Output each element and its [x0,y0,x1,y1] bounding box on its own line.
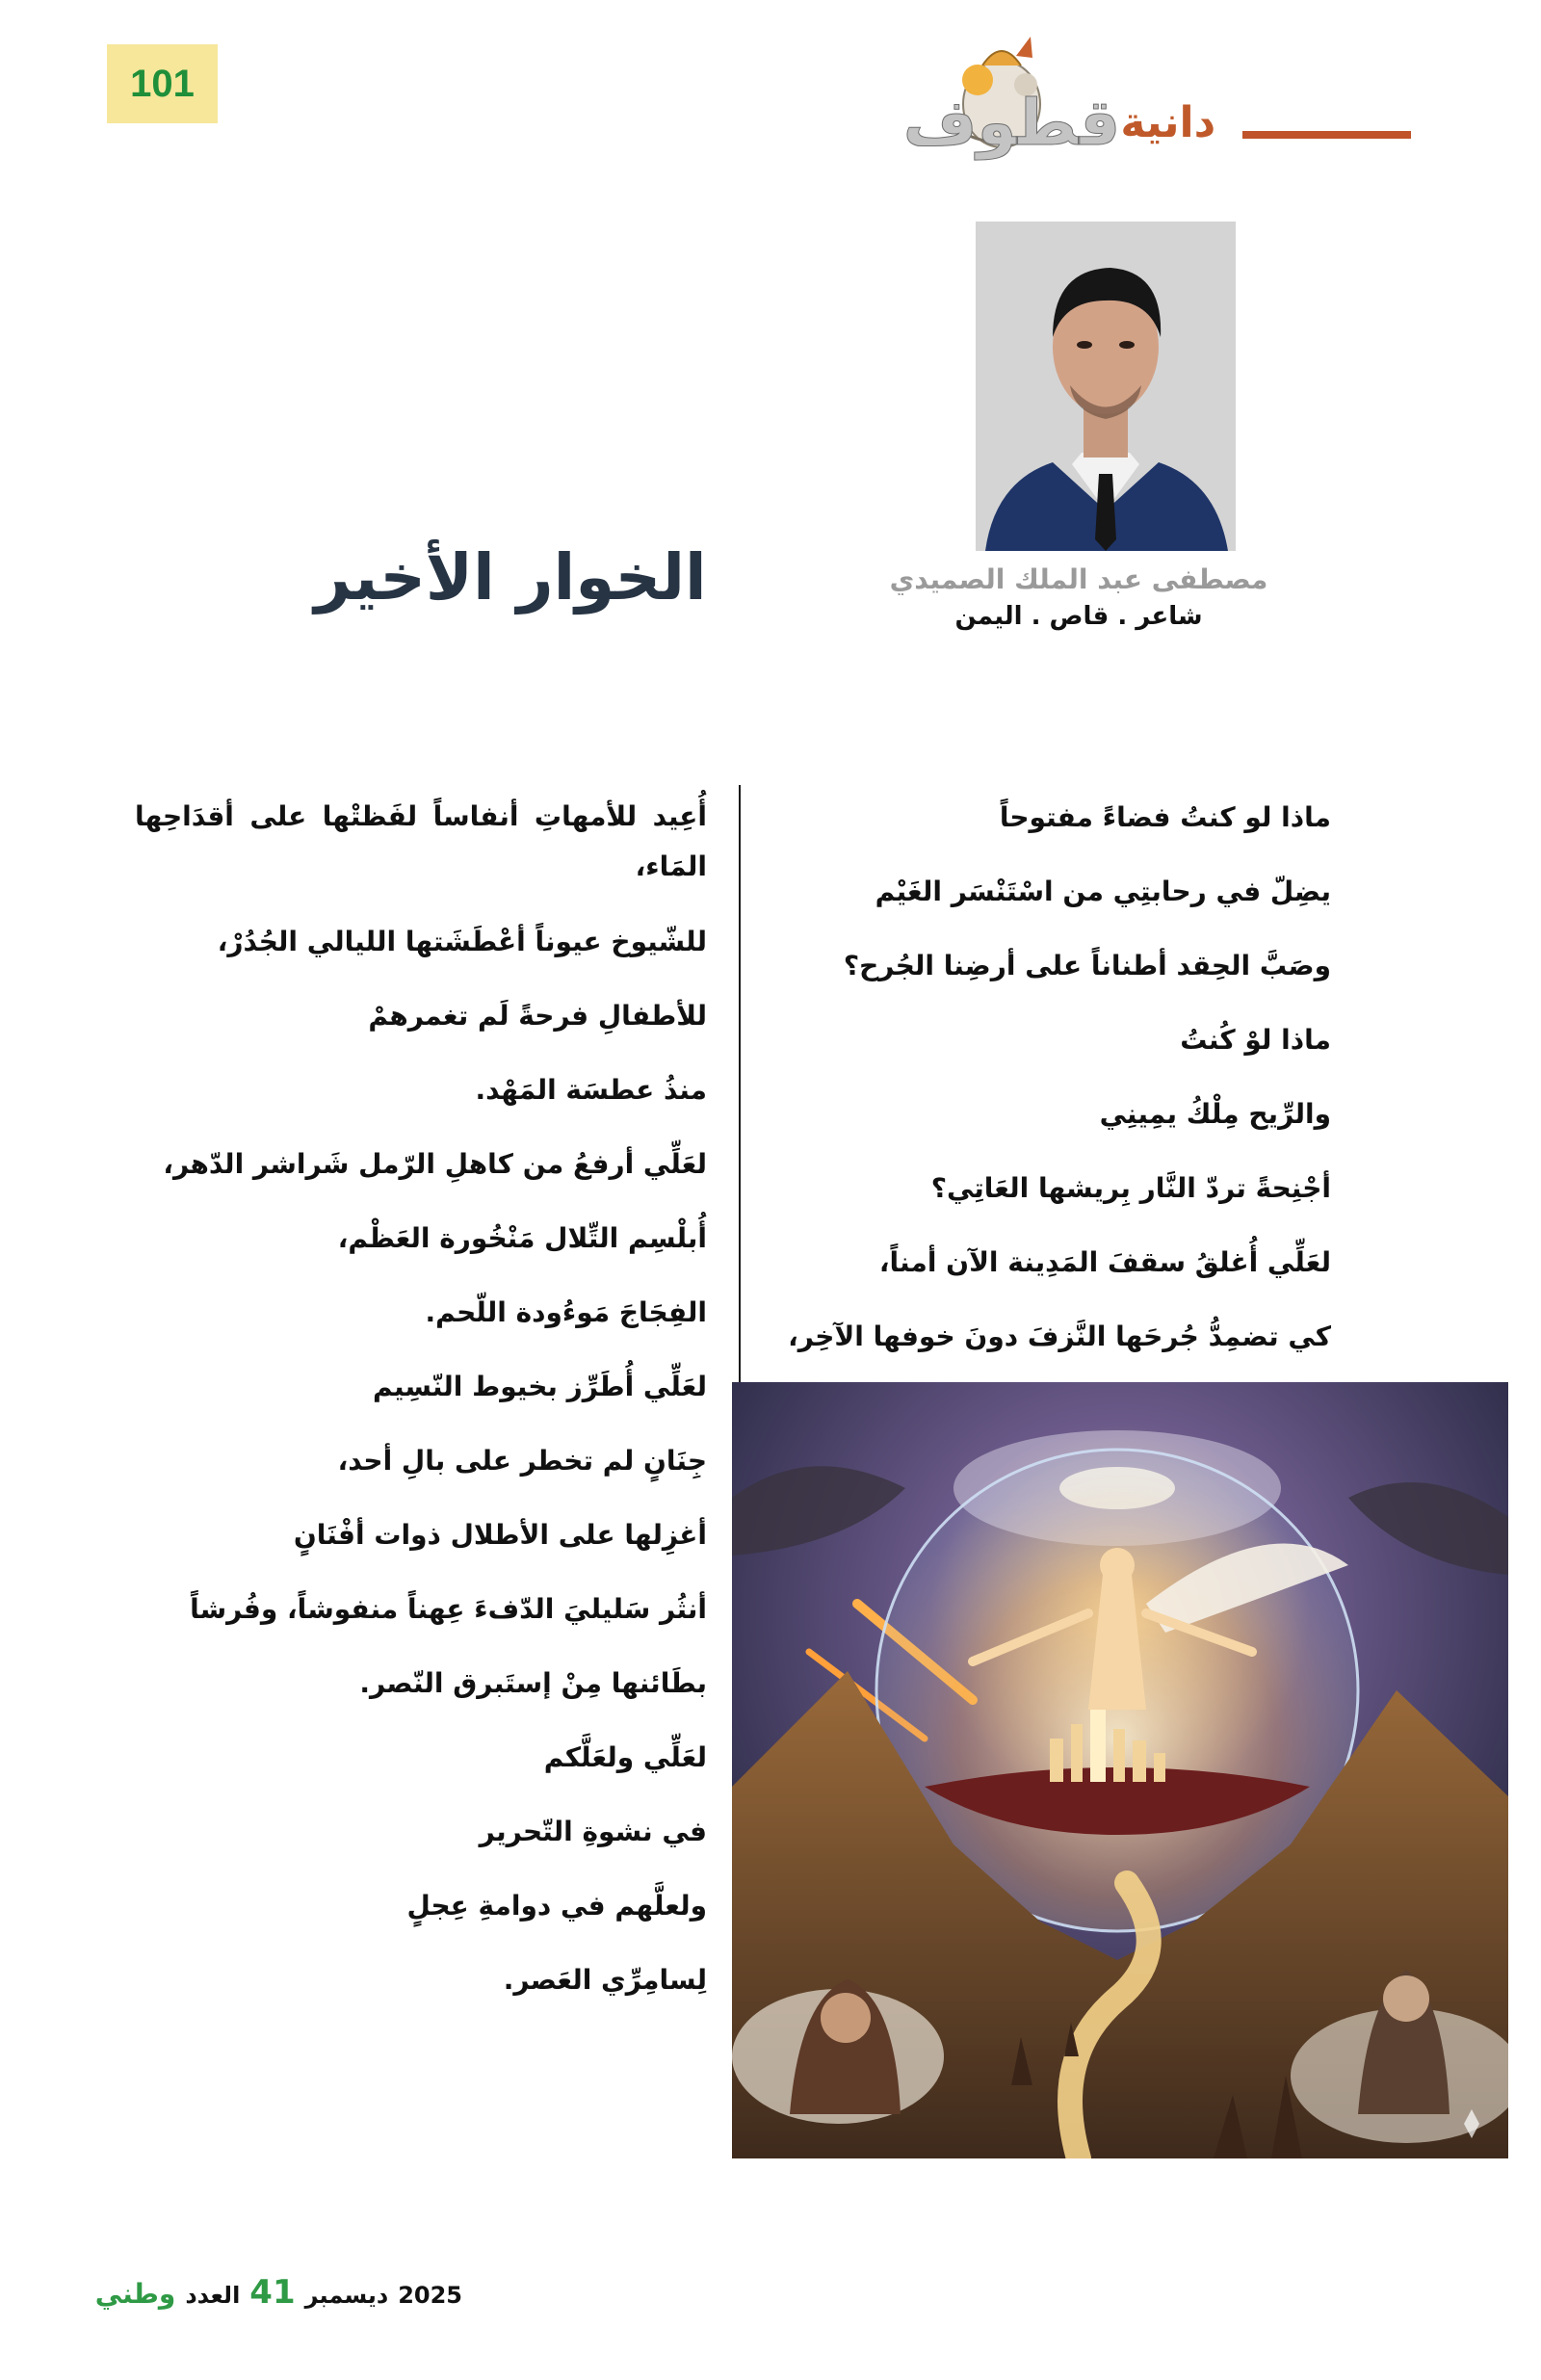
poem-line: لعَلِّي أرفعُ من كاهلِ الرّمل شَراشر الدّهر، [163,1148,707,1180]
poem-illustration [732,1382,1508,2158]
header-rule [1242,131,1411,139]
footer-issue-number: 41 [249,2273,296,2312]
poem-line: ماذا لوْ كُنتُ [1180,1024,1331,1056]
logo-text [867,75,1252,171]
footer-issue-label: العدد [185,2282,241,2309]
page-number: 101 [107,44,218,123]
poem-line: ولعلَّهم في دوامةِ عِجلٍ [406,1890,707,1922]
poem-line: جِنَانٍ لم تخطر على بالِ أحد، [337,1445,707,1477]
author-name: مصطفى عبد الملك الصميدي [889,563,1268,595]
footer-brand: وطني [94,2278,176,2310]
logo-accent-text: دانية [1120,98,1216,147]
poem-line: لعَلِّي أُطَرِّز بخيوط النّسِيم [372,1371,707,1402]
poem-line: أُبلْسِم التِّلال مَنْخُورة العَظْم، [337,1222,707,1254]
poem-left-column [135,780,707,2017]
poem-line: ماذا لو كنتُ فضاءً مفتوحاً [999,801,1331,833]
poem-line: في نشوةِ التّحرير [479,1816,707,1847]
poem-line: أُعِيد للأمهاتِ أنفاساً لفَظتْها على أقدَاحِها المَاء، [135,800,707,882]
author-photo [976,222,1236,551]
poem-line: والرِّيح مِلْكُ يمِينِي [1099,1098,1331,1130]
footer-month: ديسمبر [304,2282,389,2309]
column-divider [739,785,741,1382]
poem-line: يضِلّ في رحابتِي من اسْتَنْسَر الغَيْم [875,876,1331,907]
article-title: الخوار الأخير [314,540,707,615]
poem-right-column [770,780,1331,1373]
page-footer [58,2268,462,2316]
poem-line: منذُ عطسَة المَهْد. [475,1074,707,1106]
poem-line: أنثُر سَليليَ الدّفءَ عِهناً منفوشاً، وفُرشاً [190,1593,707,1625]
poem-line: لعَلِّي أُغلقُ سقفَ المَدِينة الآن أمناً، [878,1246,1331,1278]
poem-line: الفِجَاجَ مَوءُودة اللّحم. [425,1296,707,1328]
poem-line: كي تضمِدُّ جُرحَها النَّزفَ دونَ خوفها الآخِر، [788,1321,1331,1352]
poem-line: لِسامِرِّي العَصر. [503,1964,707,1996]
poem-line: أجْنِحةً تردّ النَّار بِريشها العَاتِي؟ [930,1172,1331,1204]
author-role: شاعر . قاص . اليمن [954,602,1203,631]
magazine-section-logo [867,27,1416,160]
poem-line: للشّيوخ عيوناً أعْطَشَتها الليالي الجُدُرْ، [217,926,707,957]
poem-line: بطَائنها مِنْ إستَبرق النّصر. [359,1667,707,1699]
logo-main-text: قطوف [902,86,1121,160]
footer-year: 2025 [398,2282,462,2309]
poem-line: وصَبَّ الحِقد أطناناً على أرضِنا الجُرح؟ [843,950,1331,981]
poem-line: أغزِلها على الأطلال ذوات أفْنَانٍ [293,1519,707,1551]
poem-line: لعَلِّي ولعَلَّكم [543,1741,707,1773]
poem-line: للأطفالِ فرحةً لَم تغمرهمْ [368,1000,707,1032]
